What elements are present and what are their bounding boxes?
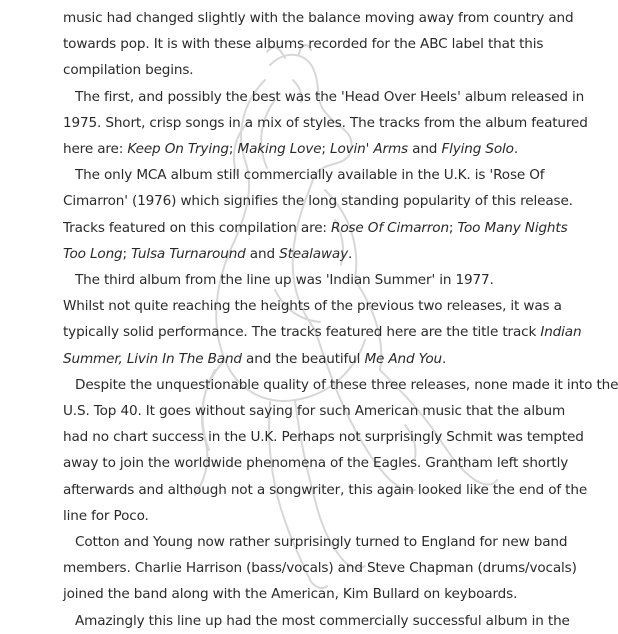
text-fragment: Tracks featured on this compilation are:: [63, 219, 332, 236]
track-title: Making Love: [237, 141, 322, 158]
text-line: [63, 346, 553, 372]
text-fragment: here are:: [63, 141, 128, 158]
liner-notes-text: [63, 5, 618, 634]
paragraph-4: [63, 267, 582, 372]
text-line: [63, 136, 553, 162]
separator: .: [441, 350, 447, 367]
paragraph-1: [63, 5, 574, 84]
text-fragment: typically solid performance. The tracks featured here are the title track: [63, 324, 541, 341]
paragraph-7: [63, 608, 570, 634]
separator: ;: [228, 141, 238, 158]
text-line: Whilst not quite reaching the heights of the previous two releases, it was a: [63, 298, 562, 315]
text-line: away to join the worldwide phenomena of the Eagles. Grantham left shortly: [63, 455, 569, 472]
separator: and: [407, 141, 442, 158]
track-title: Me And You: [364, 350, 442, 367]
text-fragment: and the beautiful: [241, 350, 365, 367]
text-line: compilation begins.: [63, 62, 194, 79]
track-title: Summer, Livin In The Band: [63, 350, 242, 367]
text-line: members. Charlie Harrison (bass/vocals) and Steve Chapman (drums/vocals): [63, 560, 577, 577]
separator: ;: [122, 245, 132, 262]
text-line: [63, 215, 568, 241]
text-line: Amazingly this line up had the most commercially successful album in the: [75, 612, 570, 629]
track-title: Stealaway: [279, 245, 349, 262]
text-line: Cimarron' (1976) which signifies the long standing popularity of this release.: [63, 193, 573, 210]
paragraph-6: [63, 529, 577, 608]
separator: and: [245, 245, 280, 262]
separator: .: [348, 245, 353, 262]
text-line: towards pop. It is with these albums recorded for the ABC label that this: [63, 36, 544, 53]
text-line: The first, and possibly the best was the 'Head Over Heels' album released in: [75, 88, 585, 105]
text-line: Despite the unquestionable quality of these three releases, none made it into the: [75, 376, 618, 393]
paragraph-5: [63, 372, 618, 529]
track-title: Rose Of Cimarron: [331, 219, 449, 236]
track-title: Keep On Trying: [127, 141, 229, 158]
track-title: Tulsa Turnaround: [131, 245, 246, 262]
text-line: 1975. Short, crisp songs in a mix of styles. The tracks from the album featured: [63, 114, 588, 131]
text-line: The third album from the line up was 'Indian Summer' in 1977.: [75, 272, 494, 289]
track-title: Lovin' Arms: [330, 141, 408, 158]
text-line: The only MCA album still commercially available in the U.K. is 'Rose Of: [75, 167, 545, 184]
text-line: music had changed slightly with the balance moving away from country and: [63, 10, 574, 26]
text-line: [63, 319, 582, 345]
paragraph-3: [63, 162, 573, 267]
text-line: U.S. Top 40. It goes without saying for such American music that the album: [63, 403, 566, 420]
paragraph-2: [63, 84, 588, 163]
track-title: Too Long: [63, 245, 123, 262]
track-title: Indian: [540, 324, 582, 341]
text-line: afterwards and although not a songwriter, this again looked like the end of the: [63, 481, 588, 498]
track-title: Too Many Nights: [457, 219, 568, 236]
text-line: Cotton and Young now rather surprisingly turned to England for new band: [75, 534, 568, 551]
text-line: [63, 241, 553, 267]
text-line: had no chart success in the U.K. Perhaps not surprisingly Schmit was tempted: [63, 429, 584, 446]
separator: ;: [448, 219, 458, 236]
separator: .: [513, 141, 518, 158]
track-title: Flying Solo: [441, 141, 514, 158]
separator: ;: [321, 141, 331, 158]
text-line: joined the band along with the American, Kim Bullard on keyboards.: [63, 586, 518, 603]
text-line: line for Poco.: [63, 507, 149, 524]
